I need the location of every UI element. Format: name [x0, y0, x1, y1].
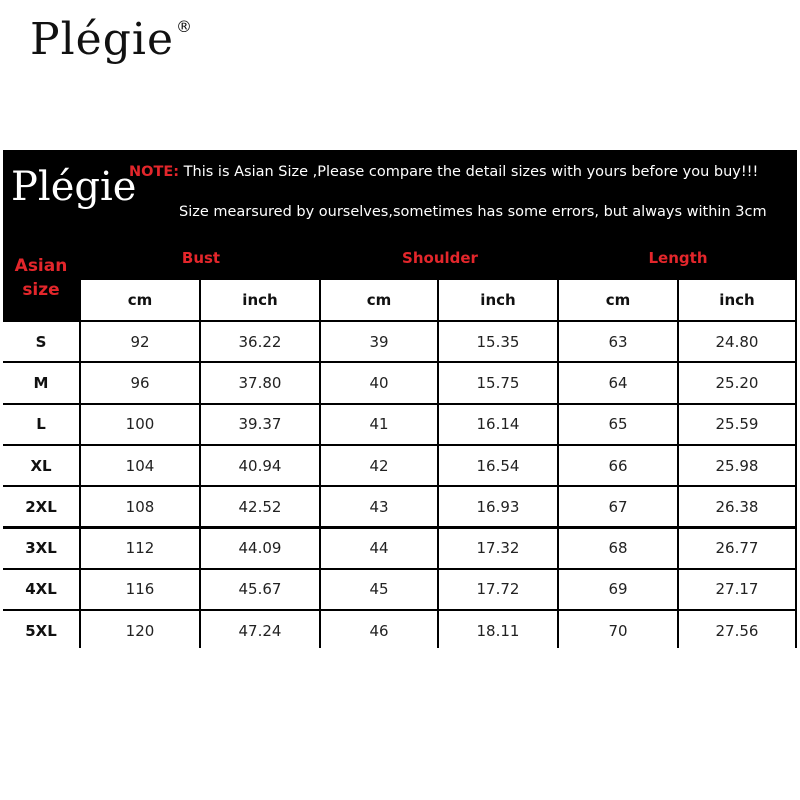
table-cell: 120 [81, 611, 199, 650]
table-cell: 64 [559, 363, 677, 402]
table-cell: 70 [559, 611, 677, 650]
banner-logo: Plégie [11, 164, 137, 210]
table-cell: 24.80 [679, 322, 795, 361]
table-cell: 17.32 [439, 529, 557, 568]
table-cell: 25.59 [679, 405, 795, 444]
table-cell: 47.24 [201, 611, 319, 650]
table-cell: 15.75 [439, 363, 557, 402]
table-cell: 36.22 [201, 322, 319, 361]
table-cell: 45.67 [201, 570, 319, 609]
table-cell: 16.14 [439, 405, 557, 444]
size-label: 5XL [3, 611, 79, 650]
unit-header: cm [559, 280, 677, 320]
asian-size-header-line1: Asian [14, 256, 68, 276]
table-cell: 18.11 [439, 611, 557, 650]
table-cell: 100 [81, 405, 199, 444]
table-cell: 17.72 [439, 570, 557, 609]
table-cell: 44 [321, 529, 437, 568]
unit-header: cm [81, 280, 199, 320]
table-cell: 25.20 [679, 363, 795, 402]
unit-header: cm [321, 280, 437, 320]
size-label: XL [3, 446, 79, 485]
table-cell: 96 [81, 363, 199, 402]
registered-mark: ® [176, 17, 193, 37]
unit-header: inch [439, 280, 557, 320]
table-cell: 108 [81, 487, 199, 526]
asian-size-header-line2: size [22, 280, 60, 300]
table-cell: 37.80 [201, 363, 319, 402]
group-header-length: Length [648, 249, 708, 267]
table-cell: 65 [559, 405, 677, 444]
table-cell: 40 [321, 363, 437, 402]
table-cell: 104 [81, 446, 199, 485]
table-cell: 26.38 [679, 487, 795, 526]
asian-size-header [3, 236, 79, 320]
table-cell: 67 [559, 487, 677, 526]
size-label: 4XL [3, 570, 79, 609]
size-chart [3, 150, 797, 648]
table-cell: 92 [81, 322, 199, 361]
table-cell: 69 [559, 570, 677, 609]
note-text: This is Asian Size ,Please compare the detail sizes with yours before you buy!!! [179, 164, 759, 180]
table-cell: 15.35 [439, 322, 557, 361]
table-cell: 40.94 [201, 446, 319, 485]
table-cell: 68 [559, 529, 677, 568]
table-cell: 25.98 [679, 446, 795, 485]
table-cell: 46 [321, 611, 437, 650]
unit-header: inch [679, 280, 795, 320]
table-cell: 63 [559, 322, 677, 361]
table-cell: 42 [321, 446, 437, 485]
size-label: S [3, 322, 79, 361]
note-label: NOTE: [129, 164, 180, 180]
group-header-bust: Bust [181, 249, 221, 267]
group-header-shoulder: Shoulder [402, 249, 478, 267]
table-cell: 42.52 [201, 487, 319, 526]
table-cell: 44.09 [201, 529, 319, 568]
size-label: 3XL [3, 529, 79, 568]
table-cell: 112 [81, 529, 199, 568]
brand-name: Plégie [30, 14, 174, 65]
brand-logo [30, 14, 193, 65]
size-label: 2XL [3, 487, 79, 526]
table-cell: 39 [321, 322, 437, 361]
table-cell: 116 [81, 570, 199, 609]
size-chart-banner [3, 150, 797, 236]
table-cell: 16.54 [439, 446, 557, 485]
table-cell: 27.17 [679, 570, 795, 609]
size-label: L [3, 405, 79, 444]
table-cell: 27.56 [679, 611, 795, 650]
note-line [129, 164, 758, 180]
size-label: M [3, 363, 79, 402]
table-cell: 16.93 [439, 487, 557, 526]
table-cell: 66 [559, 446, 677, 485]
table-cell: 41 [321, 405, 437, 444]
table-cell: 43 [321, 487, 437, 526]
table-cell: 39.37 [201, 405, 319, 444]
table-cell: 45 [321, 570, 437, 609]
measurement-note: Size mearsured by ourselves,sometimes has some errors, but always within 3cm [179, 204, 767, 220]
table-cell: 26.77 [679, 529, 795, 568]
unit-header: inch [201, 280, 319, 320]
